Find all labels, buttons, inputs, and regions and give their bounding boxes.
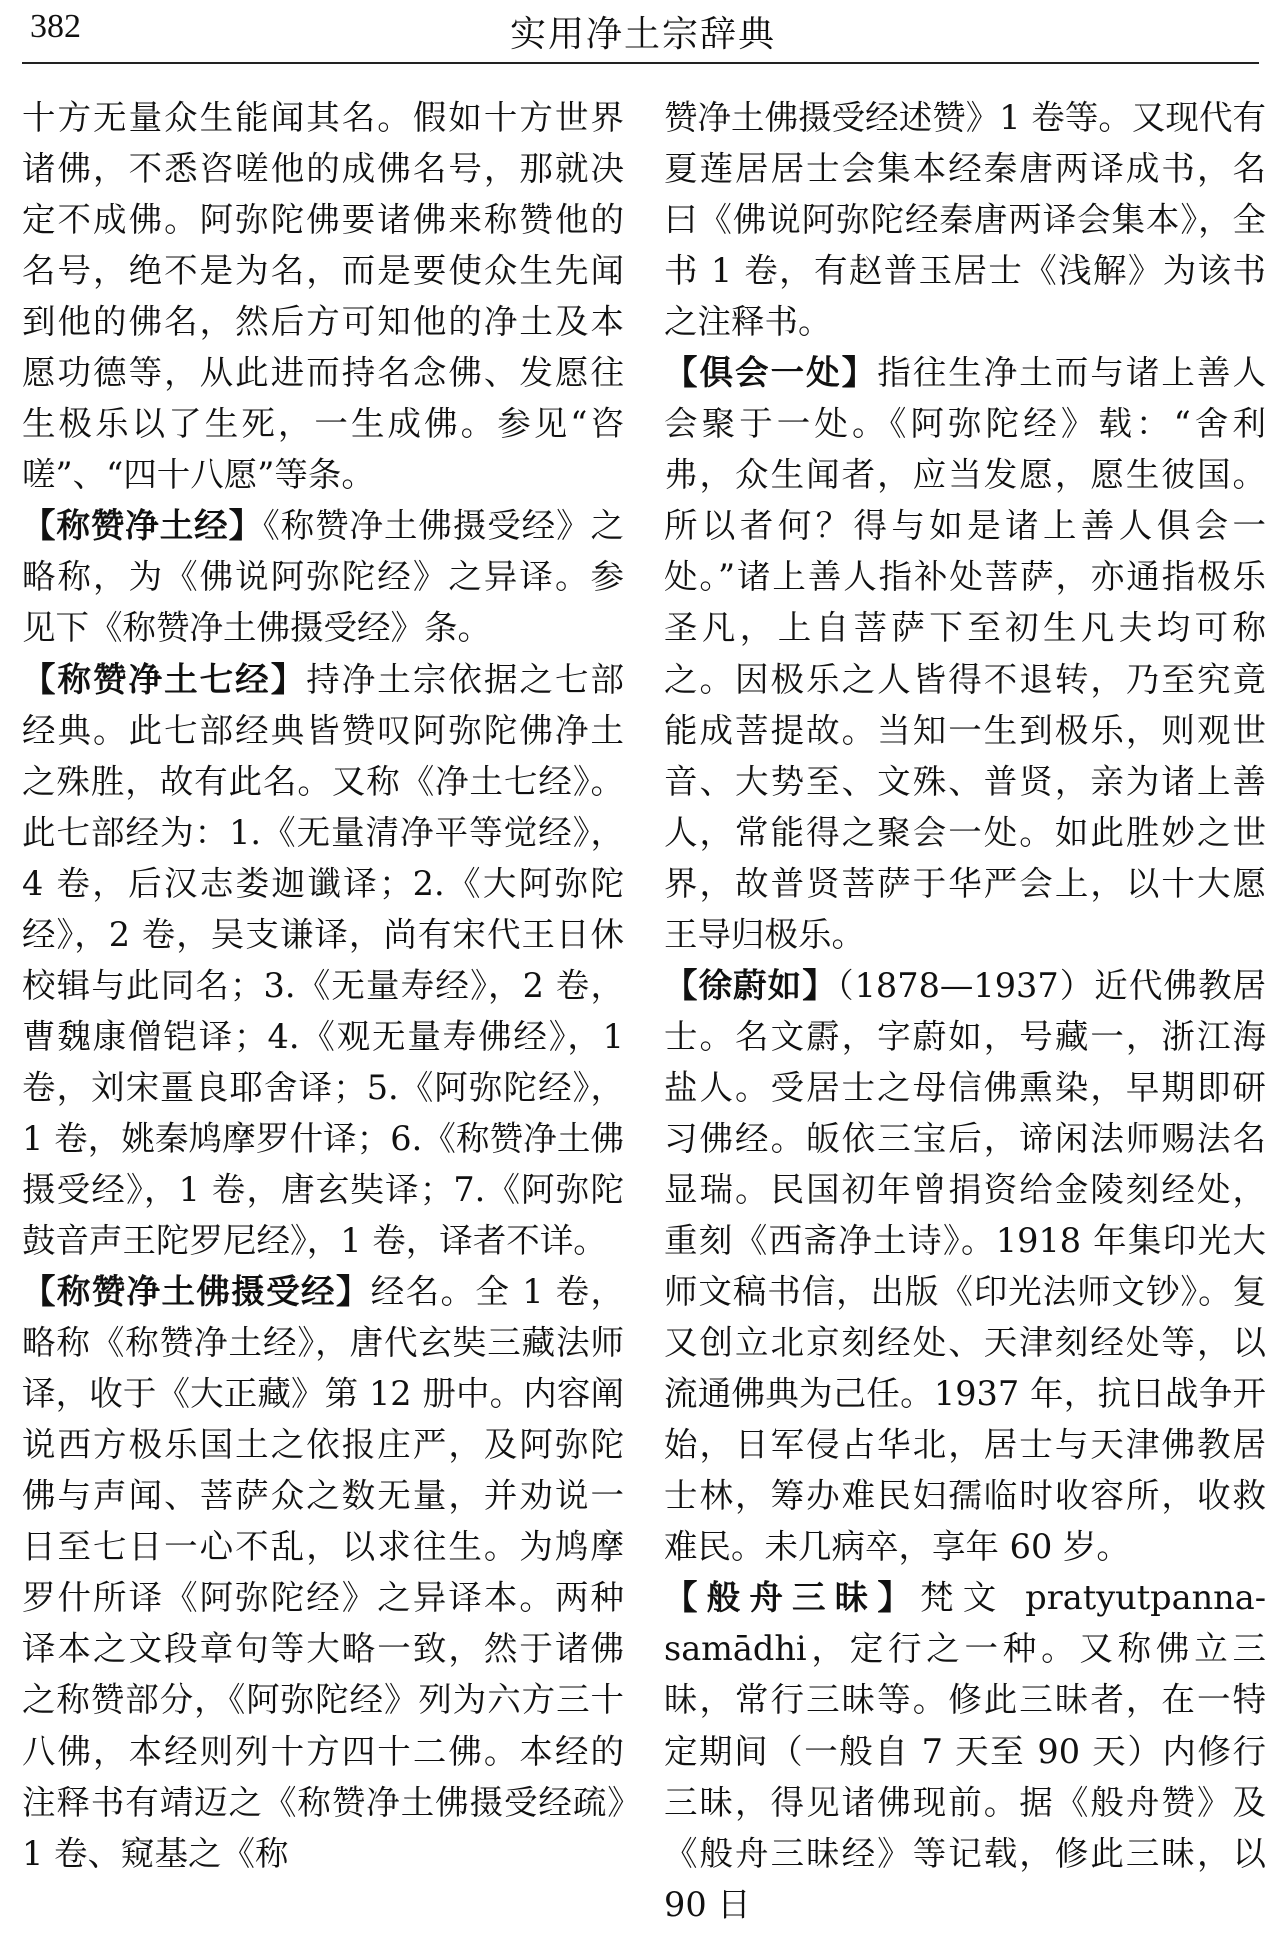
dictionary-entry xyxy=(22,654,624,1267)
open-bracket: 【 xyxy=(664,965,699,1005)
open-bracket: 【 xyxy=(22,1272,57,1312)
page-number: 382 xyxy=(30,8,81,45)
close-bracket: 】 xyxy=(841,353,878,393)
close-bracket: 】 xyxy=(877,1578,921,1618)
entry-term: 称赞净土七经 xyxy=(57,659,271,699)
right-column xyxy=(664,92,1266,1930)
close-bracket: 】 xyxy=(270,659,307,699)
open-bracket: 【 xyxy=(22,659,58,699)
continued-entry-text xyxy=(22,92,624,500)
entry-text: 梵文 pratyutpanna-samādhi，定行之一种。又称佛立三昧，常行三昧等。修此三昧者，在一特定期间（一般自 7 天至 90 天）内修行三昧，得见诸佛现前。据《般舟赞》及《般舟三昧经》等记载，修此三昧，以 90 日 xyxy=(664,1578,1267,1924)
running-title: 实用净土宗辞典 xyxy=(510,14,777,55)
close-bracket: 】 xyxy=(335,1272,371,1312)
entry-text: （1878—1937）近代佛教居士。名文霨，字蔚如，号藏一，浙江海盐人。受居士之母信佛熏染，早期即研习佛经。皈依三宝后，谛闲法师赐法名显瑞。民国初年曾捐资给金陵刻经处，重刻《西斋净土诗》。1918 年集印光大师文稿书信，出版《印光法师文钞》。复又创立北京刻经处、天津刻经处等，以流通佛典为己任。1937 年，抗日战争开始，日军侵占华北，居士与天津佛教居士林，筹办难民妇孺临时收容所，收救难民。未几病卒，享年 60 岁。 xyxy=(664,965,1267,1567)
entry-text: 《称赞净土佛摄受经》之略称，为《佛说阿弥陀经》之异译。参见下《称赞净土佛摄受经》条。 xyxy=(22,506,625,648)
entry-text: 指往生净土而与诸上善人会聚于一处。《阿弥陀经》载：“舍利弗，众生闻者，应当发愿，愿生彼国。所以者何？得与如是诸上善人俱会一处。”诸上善人指补处菩萨，亦通指极乐圣凡，上自菩萨下至初生凡夫均可称之。因极乐之人皆得不退转，乃至究竟能成菩提故。当知一生到极乐，则观世音、大势至、文殊、普贤，亲为诸上善人，常能得之聚会一处。如此胜妙之世界，故普贤菩萨于华严会上，以十大愿王导归极乐。 xyxy=(664,353,1266,954)
entry-text: 十方无量众生能闻其名。假如十方世界诸佛，不悉咨嗟他的成佛名号，那就决定不成佛。阿弥陀佛要诸佛来称赞他的名号，绝不是为名，而是要使众生先闻到他的佛名，然后方可知他的净土及本愿功德等，从此进而持名念佛、发愿往生极乐以了生死，一生成佛。参见“咨嗟”、“四十八愿”等条。 xyxy=(22,98,624,495)
continued-entry-text xyxy=(664,92,1266,347)
dictionary-entry xyxy=(664,1572,1266,1929)
open-bracket: 【 xyxy=(664,353,700,393)
entry-text: 赞净土佛摄受经述赞》1 卷等。又现代有夏莲居居士会集本经秦唐两译成书，名曰《佛说阿弥陀经秦唐两译会集本》，全书 1 卷，有赵普玉居士《浅解》为该书之注释书。 xyxy=(664,98,1266,342)
entry-term: 般舟三昧 xyxy=(706,1578,878,1618)
close-bracket: 】 xyxy=(228,506,264,546)
dictionary-entry xyxy=(22,1266,624,1879)
open-bracket: 【 xyxy=(22,506,57,546)
dictionary-entry xyxy=(664,347,1266,960)
entry-term: 徐蔚如 xyxy=(698,965,803,1005)
entry-term: 俱会一处 xyxy=(699,353,842,393)
entry-term: 称赞净土经 xyxy=(56,506,229,546)
entry-text: 经名。全 1 卷，略称《称赞净土经》，唐代玄奘三藏法师译，收于《大正藏》第 12 册中。内容阐说西方极乐国土之依报庄严，及阿弥陀佛与声闻、菩萨众之数无量，并劝说一日至七日一心不乱，以求往生。为鸠摩罗什所译《阿弥陀经》之异译本。两种译本之文段章句等大略一致，然于诸佛之称赞部分，《阿弥陀经》列为六方三十八佛，本经则列十方四十二佛。本经的注释书有靖迈之《称赞净土佛摄受经疏》1 卷、窥基之《称 xyxy=(22,1272,624,1873)
entry-text: 持净土宗依据之七部经典。此七部经典皆赞叹阿弥陀佛净土之殊胜，故有此名。又称《净土七经》。此七部经为：1.《无量清净平等觉经》，4 卷，后汉志娄迦谶译；2.《大阿弥陀经》，2 卷，吴支谦译，尚有宋代王日休校辑与此同名；3.《无量寿经》，2 卷，曹魏康僧铠译；4.《观无量寿佛经》，1 卷，刘宋畺良耶舍译；5.《阿弥陀经》，1 卷，姚秦鸠摩罗什译；6.《称赞净土佛摄受经》，1 卷，唐玄奘译；7.《阿弥陀鼓音声王陀罗尼经》，1 卷，译者不详。 xyxy=(22,659,624,1261)
left-column xyxy=(22,92,624,1879)
dictionary-entry xyxy=(22,500,624,653)
close-bracket: 】 xyxy=(802,965,837,1005)
entry-term: 称赞净土佛摄受经 xyxy=(56,1272,336,1312)
dictionary-entry xyxy=(664,960,1266,1573)
page-header xyxy=(0,0,1281,70)
header-rule xyxy=(22,62,1259,64)
open-bracket: 【 xyxy=(664,1578,707,1618)
